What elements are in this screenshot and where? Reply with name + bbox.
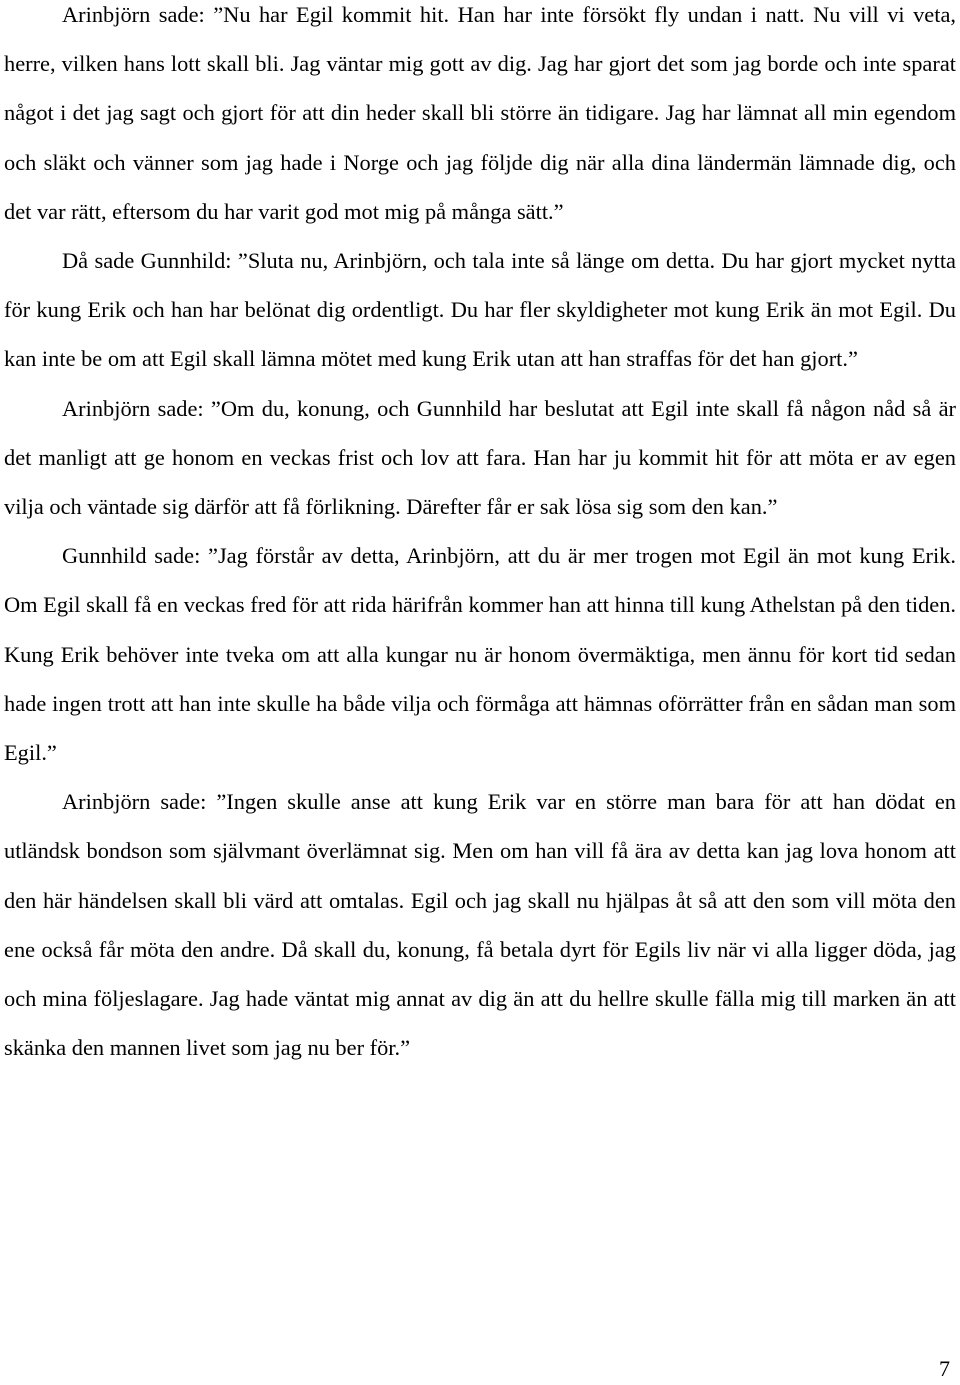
page-number: 7 — [939, 1356, 950, 1381]
paragraph-3: Arinbjörn sade: ”Om du, konung, och Gunnhild har beslutat att Egil inte skall få någon nåd så är det manligt att ge honom en veckas frist och lov att fara. Han har ju kommit hit för att möta er av egen vilja och väntade sig därför att få förlikning. Därefter får er sak lösa sig som den kan.” — [4, 395, 956, 520]
paragraph-1: Arinbjörn sade: ”Nu har Egil kommit hit. Han har inte försökt fly undan i natt. Nu vill vi veta, herre, vilken hans lott skall bli. Jag väntar mig gott av dig. Jag har gjort det som jag borde och inte sparat något i det jag sagt och gjort för att din heder skall bli större än tidigare. Jag har lämnat all min egendom och släkt och vänner som jag hade i Norge och jag följde dig när alla dina ländermän lämnade dig, och det var rätt, eftersom du har varit god mot mig på många sätt.” — [4, 2, 956, 224]
body-text — [4, 0, 956, 1072]
paragraph-2: Då sade Gunnhild: ”Sluta nu, Arinbjörn, och tala inte så länge om detta. Du har gjort mycket nytta för kung Erik och han har belönat dig ordentligt. Du har fler skyldigheter mot kung Erik än mot Egil. Du kan inte be om att Egil skall lämna mötet med kung Erik utan att han straffas för det han gjort.” — [4, 248, 956, 372]
paragraph-4: Gunnhild sade: ”Jag förstår av detta, Arinbjörn, att du är mer trogen mot Egil än mot kung Erik. Om Egil skall få en veckas fred för att rida härifrån kommer han att hinna till kung Athelstan på den tiden. Kung Erik behöver inte tveka om att alla kungar nu är honom övermäktiga, men ännu för kort tid sedan hade ingen trott att han inte skulle ha både vilja och förmåga att hämnas oförrätter från en sådan man som Egil.” — [4, 543, 956, 766]
paragraph-5: Arinbjörn sade: ”Ingen skulle anse att kung Erik var en större man bara för att han dödat en utländsk bondson som självmant överlämnat sig. Men om han vill få ära av detta kan jag lova honom att den här händelsen skall bli värd att omtalas. Egil och jag skall nu hjälpas åt så att den som vill möta den ene också får möta den andre. Då skall du, konung, få betala dyrt för Egils liv när vi alla ligger döda, jag och mina följeslagare. Jag hade väntat mig annat av dig än att du hellre skulle fälla mig till marken än att skänka den mannen livet som jag nu ber för.” — [4, 789, 956, 1061]
